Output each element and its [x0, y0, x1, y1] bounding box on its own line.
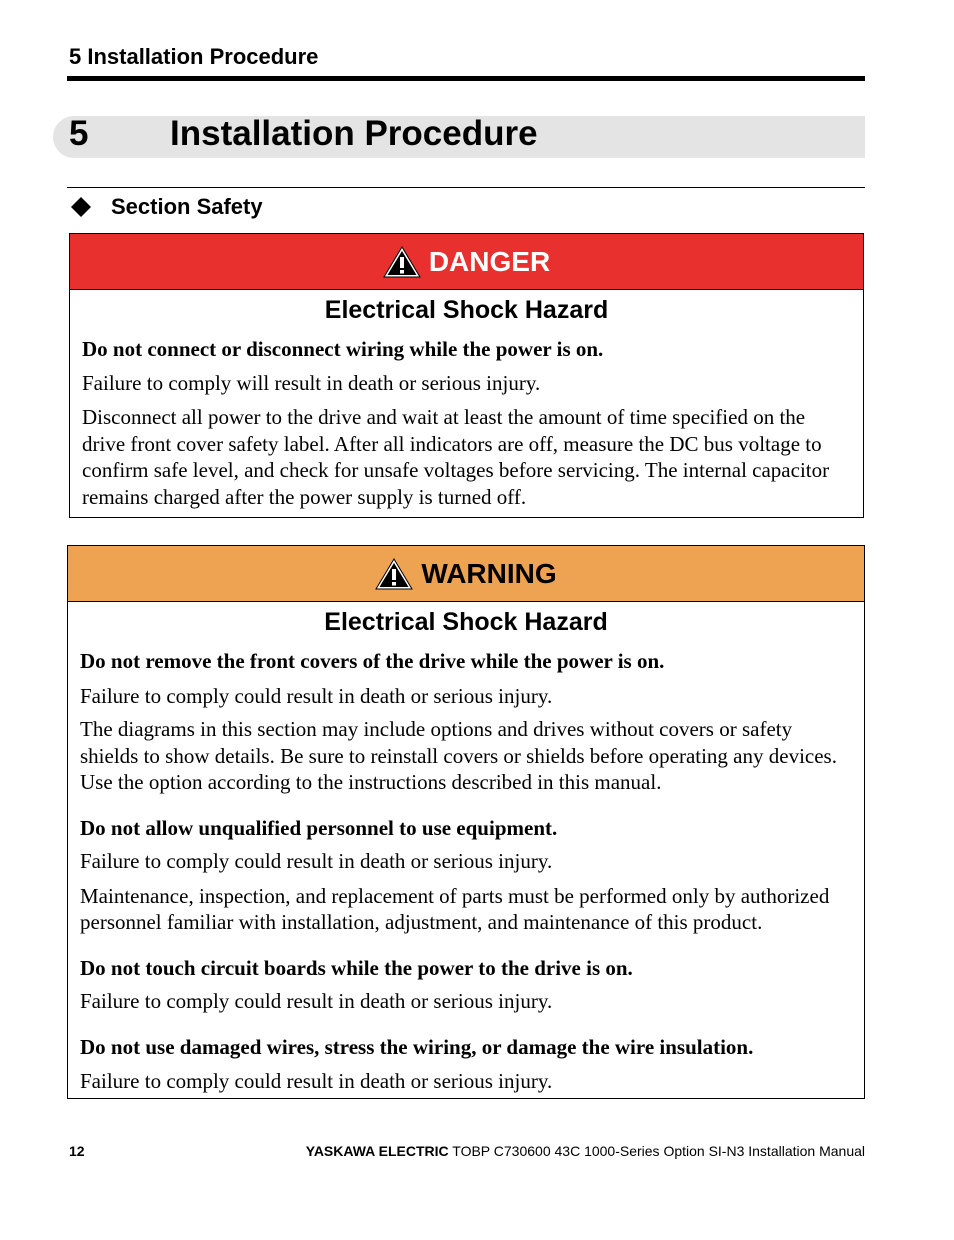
warning-consequence: Failure to comply could result in death or serious injury. — [80, 849, 553, 873]
warning-consequence: Failure to comply could result in death or serious injury. — [80, 683, 553, 708]
section-rule — [67, 187, 865, 188]
danger-detail-line: remains charged after the power supply is turned off. — [82, 484, 527, 509]
footer-brand: YASKAWA ELECTRIC — [305, 1143, 449, 1159]
danger-hazard-title: Electrical Shock Hazard — [324, 296, 609, 324]
running-header: 5 Installation Procedure — [69, 44, 319, 69]
warning-consequence: Failure to comply could result in death or serious injury. — [80, 1069, 553, 1093]
danger-instruction: Do not connect or disconnect wiring while the power is on. — [82, 337, 604, 361]
danger-body — [82, 296, 851, 510]
warning-instruction: Do not remove the front covers of the drive while the power is on. — [80, 649, 665, 673]
footer-doc-name: TOBP C730600 43C 1000-Series Option SI-N3 Installation Manual — [448, 1143, 865, 1159]
page-number: 12 — [69, 1143, 85, 1159]
warning-label: WARNING — [421, 557, 557, 589]
warning-instruction: Do not use damaged wires, stress the wiring, or damage the wire insulation. — [80, 1034, 754, 1059]
warning-detail-line: Maintenance, inspection, and replacement of parts must be performed only by authorized — [80, 883, 830, 908]
footer-doc-title — [306, 1143, 865, 1159]
warning-body — [80, 608, 852, 1095]
danger-label: DANGER — [428, 245, 551, 277]
warning-detail-line: shields to show details. Be sure to reinstall covers or shields before operating any devices. — [80, 743, 837, 768]
warning-consequence: Failure to comply could result in death or serious injury. — [80, 989, 553, 1013]
warning-instruction: Do not allow unqualified personnel to use equipment. — [80, 815, 558, 840]
header-rule — [67, 76, 865, 81]
danger-detail-line: confirm safe level, and check for unsafe voltages before servicing. The internal capacitor — [82, 458, 830, 482]
warning-detail-line: personnel familiar with installation, adjustment, and maintenance of this product. — [80, 910, 763, 934]
chapter-title: Installation Procedure — [170, 114, 538, 153]
danger-header — [70, 234, 863, 290]
warning-hazard-title: Electrical Shock Hazard — [324, 608, 608, 636]
danger-detail-line: Disconnect all power to the drive and wait at least the amount of time specified on the — [82, 405, 806, 429]
chapter-number: 5 — [69, 114, 89, 153]
danger-consequence: Failure to comply will result in death or serious injury. — [82, 370, 541, 395]
warning-instruction: Do not touch circuit boards while the power to the drive is on. — [80, 955, 633, 980]
section-title: Section Safety — [111, 194, 263, 219]
danger-detail-line: drive front cover safety label. After all indicators are off, measure the DC bus voltage to — [82, 431, 822, 456]
diamond-bullet-icon — [71, 197, 91, 217]
danger-box — [69, 233, 864, 518]
warning-detail-line: Use the option according to the instructions described in this manual. — [80, 770, 662, 794]
warning-header — [68, 546, 864, 602]
warning-detail-line: The diagrams in this section may include options and drives without covers or safety — [80, 717, 793, 741]
warning-box — [67, 545, 865, 1099]
warning-triangle-icon — [383, 246, 421, 278]
warning-triangle-icon — [375, 558, 413, 590]
